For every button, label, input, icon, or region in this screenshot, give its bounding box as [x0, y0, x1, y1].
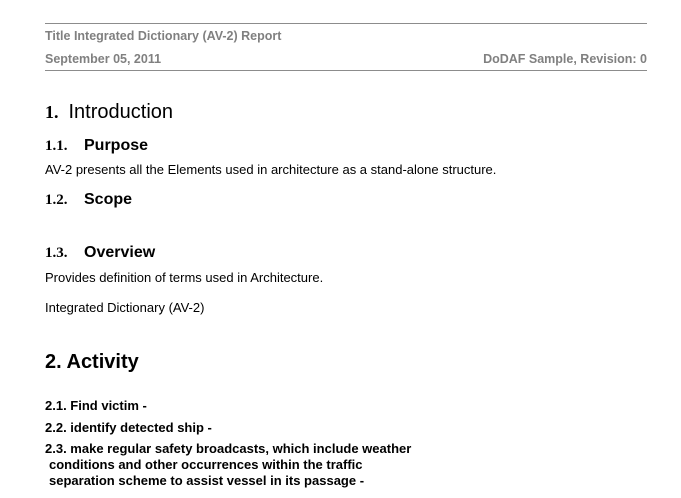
activity-item-line: 2.3. make regular safety broadcasts, which include weather — [45, 441, 412, 456]
header-bottom-rule — [45, 70, 647, 71]
heading-overview — [45, 244, 155, 262]
heading-number: 1.1. — [45, 138, 68, 154]
heading-scope — [45, 191, 132, 209]
heading-text: Overview — [84, 244, 156, 261]
heading-purpose — [45, 137, 148, 155]
activity-item: 2.2. identify detected ship - — [45, 420, 212, 435]
activity-item-line: conditions and other occurrences within the traffic — [49, 457, 363, 472]
activity-item-line: separation scheme to assist vessel in its passage - — [49, 473, 365, 488]
report-revision: DoDAF Sample, Revision: 0 — [483, 52, 647, 66]
heading-text: Purpose — [84, 137, 149, 154]
report-title: Title Integrated Dictionary (AV-2) Report — [45, 29, 282, 43]
heading-number: 1. — [45, 102, 59, 122]
report-date: September 05, 2011 — [45, 52, 162, 66]
heading-text: Scope — [84, 191, 133, 208]
heading-number: 1.2. — [45, 192, 68, 208]
purpose-body: AV-2 presents all the Elements used in architecture as a stand-alone structure. — [45, 162, 497, 177]
heading-text: Introduction — [68, 101, 174, 123]
heading-number: 1.3. — [45, 245, 68, 261]
overview-body-2: Integrated Dictionary (AV-2) — [45, 300, 205, 315]
header-top-rule — [45, 23, 647, 24]
heading-introduction — [45, 101, 173, 124]
heading-activity: 2. Activity — [45, 351, 139, 373]
activity-item: 2.1. Find victim - — [45, 398, 147, 413]
activity-item — [45, 441, 411, 489]
overview-body: Provides definition of terms used in Architecture. — [45, 270, 324, 285]
